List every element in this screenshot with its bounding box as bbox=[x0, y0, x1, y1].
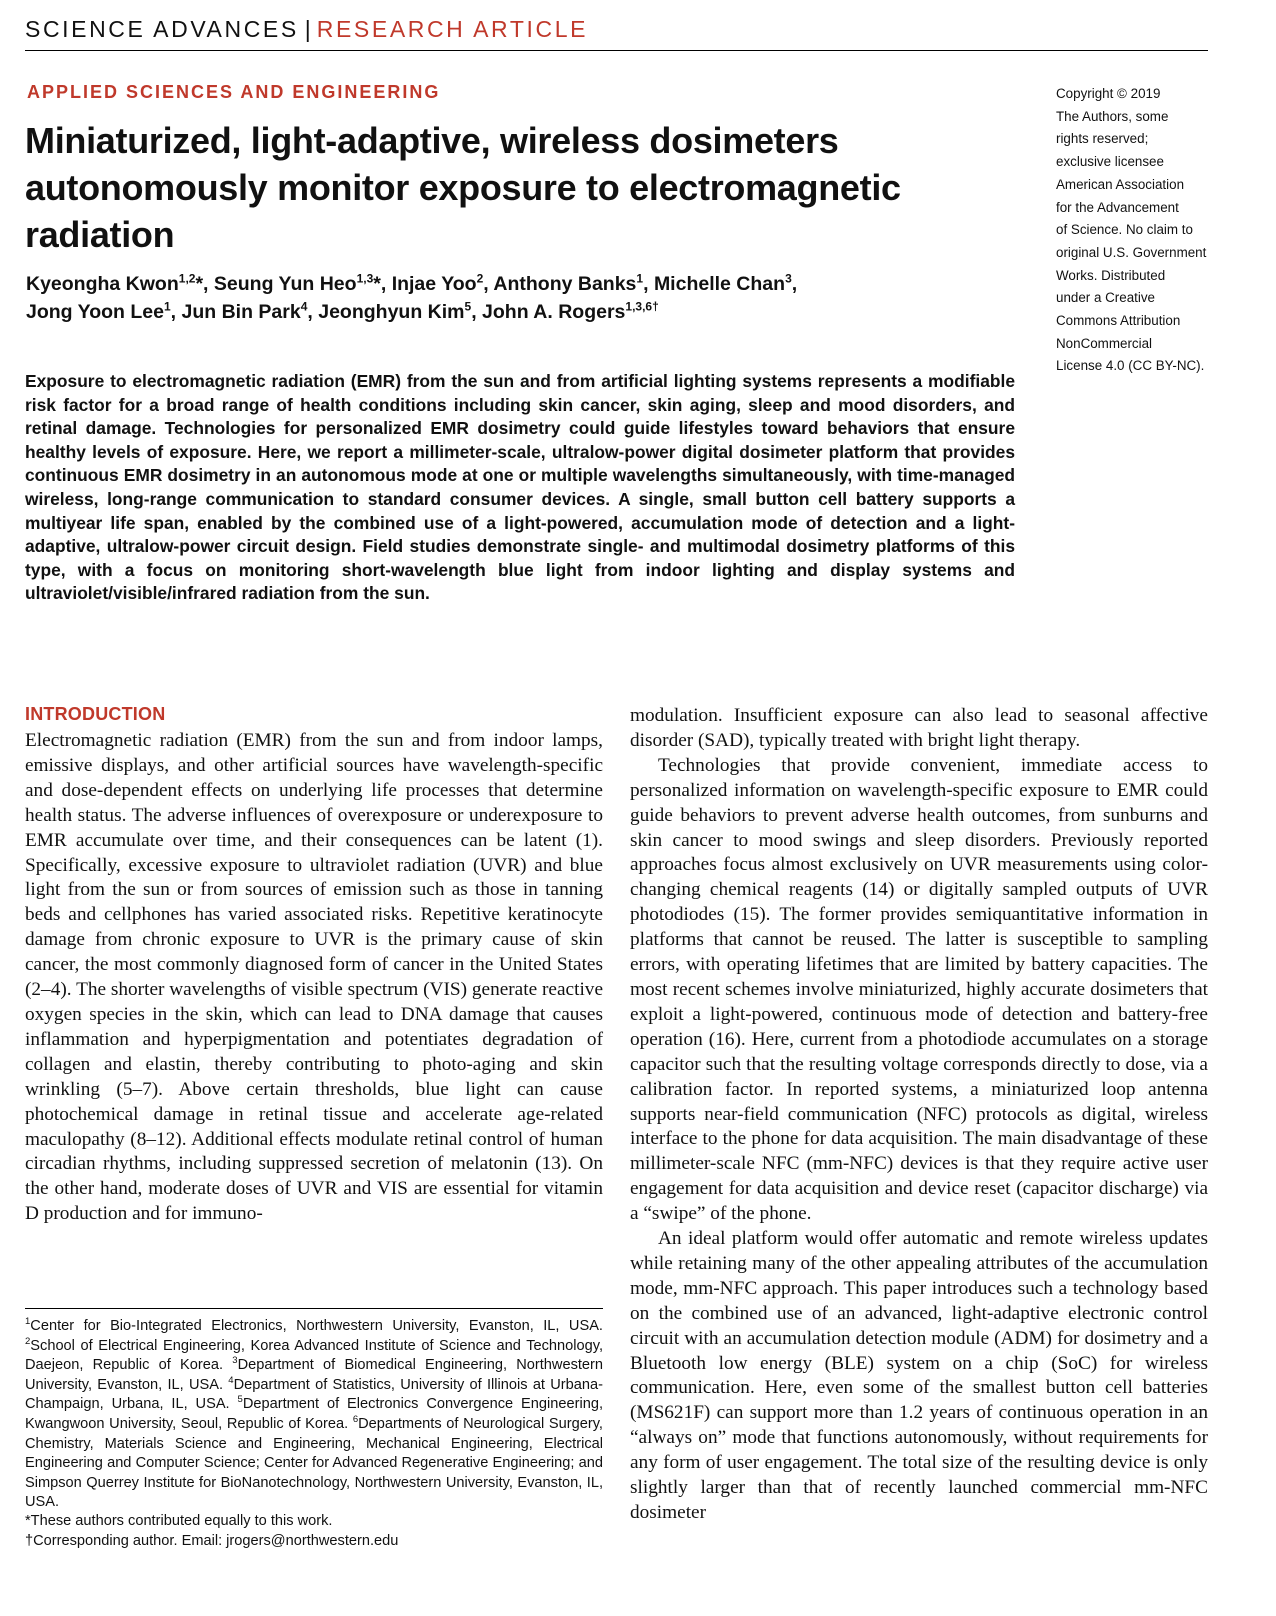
copyright-line: exclusive licensee bbox=[1056, 154, 1164, 170]
affiliations: $^1$Center for Bio-Integrated Electronics, Northwestern University, Evanston, IL, USA. $^2$School of Electrical Engineering, Korea Advanced Institute of Science and Technology, Daejeon, Republic of Korea. $^3$Department of Biomedical Engineering, Northwestern University, Evanston, IL, USA. $^4$Department of Statistics, University of Illinois at Urbana-Champaign, Urbana, IL, USA. $^5$Department of Electronics Convergence Engineering, Kwangwoon University, Seoul, Republic of Korea. $^6$Departments of Neurological Surgery, Chemistry, Materials Science and Engineering, Mechanical Engineering, Electrical Engineering and Computer Science; Center for Advanced Regenerative Engineering; and Simpson Querrey Institute for BioNanotechnology, Northwestern University, Evanston, IL, USA. bbox=[25, 1316, 604, 1511]
journal-name: SCIENCE ADVANCES bbox=[25, 16, 299, 42]
author: Anthony Banks$^1$, bbox=[493, 271, 654, 295]
corresponding-author-note: †Corresponding author. Email: jrogers@northwestern.edu bbox=[25, 1532, 399, 1549]
section-label: APPLIED SCIENCES AND ENGINEERING bbox=[27, 82, 441, 102]
body-paragraph: An ideal platform would offer automatic and remote wireless updates while retaining many of the other appealing attributes of the accumulation mode, mm-NFC approach. This paper introduces such a technology based on the combined use of an advanced, light-adaptive electronic control circuit with an accumulation detection module (ADM) for dosimetry and a Bluetooth low energy (BLE) system on a chip (SoC) for wireless communication. Here, even some of the smallest button cell batteries (MS621F) can support more than 1.2 years of continuous operation in an “always on” mode that functions autonomously, without requirements for any form of user engagement. The total size of the resulting device is only slightly larger than that of recently launched commercial mm-NFC dosimeter bbox=[630, 1228, 1208, 1523]
author: Jun Bin Park$^4$, bbox=[181, 299, 319, 323]
copyright-line: Commons Attribution bbox=[1056, 313, 1181, 329]
copyright-line: rights reserved; bbox=[1056, 131, 1149, 147]
copyright-line: under a Creative bbox=[1056, 290, 1155, 306]
article-title: Miniaturized, light-adaptive, wireless dosimeters autonomously monitor exposure to electromagnetic radiation bbox=[25, 120, 901, 255]
copyright-line: Works. Distributed bbox=[1056, 267, 1166, 283]
copyright-line: License 4.0 (CC BY-NC). bbox=[1056, 358, 1205, 374]
header-separator: | bbox=[304, 16, 311, 42]
journal-header-text bbox=[25, 16, 588, 43]
body-paragraph: modulation. Insufficient exposure can also lead to seasonal affective disorder (SAD), typically treated with bright light therapy. bbox=[630, 705, 1208, 751]
copyright-line: for the Advancement bbox=[1056, 199, 1179, 215]
footnote-divider bbox=[25, 1308, 603, 1309]
copyright-notice bbox=[1056, 83, 1216, 378]
body-column-right bbox=[630, 704, 1208, 1526]
copyright-line: Copyright © 2019 bbox=[1056, 86, 1161, 101]
abstract: Exposure to electromagnetic radiation (EMR) from the sun and from artificial lighting systems represents a modifiable risk factor for a broad range of health conditions including skin cancer, skin aging, sleep and mood disorders, and retinal damage. Technologies for personalized EMR dosimetry could guide lifestyles toward behaviors that ensure healthy levels of exposure. Here, we report a millimeter-scale, ultralow-power digital dosimeter platform that provides continuous EMR dosimetry in an autonomous mode at one or multiple wavelengths simultaneously, with time-managed wireless, long-range communication to standard consumer devices. A single, small button cell battery supports a multiyear life span, enabled by the combined use of a light-powered, accumulation mode of detection and a light-adaptive, ultralow-power circuit design. Field studies demonstrate single- and multimodal dosimetry platforms of this type, with a focus on monitoring short-wavelength blue light from indoor lighting and display systems and ultraviolet/visible/infrared radiation from the sun. bbox=[25, 371, 1015, 604]
author: Michelle Chan$^3$, bbox=[653, 271, 798, 295]
author: Jeonghyun Kim$^5$, bbox=[318, 299, 483, 323]
copyright-line: original U.S. Government bbox=[1056, 244, 1207, 260]
author: Injae Yoo$^2$, bbox=[391, 271, 494, 295]
body-column-left bbox=[25, 729, 603, 1227]
body-paragraph: Electromagnetic radiation (EMR) from the sun and from indoor lamps, emissive displays, and other artificial sources have wavelength-specific and dose-dependent effects on underlying life processes that determine health status. The adverse influences of overexposure or underexposure to EMR accumulate over time, and their consequences can be latent (1). Specifically, excessive exposure to ultraviolet radiation (UVR) and blue light from the sun or from sources of emission such as those in tanning beds and cellphones has varied associated risks. Repetitive keratinocyte damage from chronic exposure to UVR is the primary cause of skin cancer, the most commonly diagnosed form of cancer in the United States (2–4). The shorter wavelengths of visible spectrum (VIS) generate reactive oxygen species in the skin, which can lead to DNA damage that causes inflammation and hyperpigmentation and potentiates degradation of collagen and elastin, thereby contributing to photo-aging and skin wrinkling (5–7). Above certain thresholds, blue light can cause photochemical damage in retinal tissue and accelerate age-related maculopathy (8–12). Additional effects modulate retinal control of human circadian rhythms, including suppressed secretion of melatonin (13). On the other hand, moderate doses of UVR and VIS are essential for vitamin D production and for immuno- bbox=[25, 730, 603, 1225]
author: Seung Yun Heo$^{1,3}$*, bbox=[213, 271, 392, 295]
copyright-line: of Science. No claim to bbox=[1056, 222, 1193, 238]
copyright-line: The Authors, some bbox=[1056, 108, 1169, 124]
copyright-line: NonCommercial bbox=[1056, 335, 1152, 351]
author-notes bbox=[25, 1512, 603, 1551]
body-paragraph: Technologies that provide convenient, immediate access to personalized information on wavelength-specific exposure to EMR could guide behaviors to prevent adverse health outcomes, from sunburns and skin cancer to mood swings and sleep disorders. Previously reported approaches focus almost exclusively on UVR measurements using color-changing chemical reagents (14) or digitally sampled outputs of UVR photodiodes (15). The former provides semiquantitative information in platforms that cannot be reused. The latter is susceptible to sampling errors, with operating lifetimes that are limited by battery capacities. The most recent schemes involve miniaturized, highly accurate dosimeters that exploit a light-powered, continuous mode of detection and battery-free operation (16). Here, current from a photodiode accumulates on a storage capacitor such that the resulting voltage corresponds directly to dose, via a calibration factor. In reported systems, a miniaturized loop antenna supports near-field communication (NFC) protocols as digital, wireless interface to the phone for data acquisition. The main disadvantage of these millimeter-scale NFC (mm-NFC) devices is that they require active user engagement for data acquisition and device reset (capacitor discharge) via a “swipe” of the phone. bbox=[630, 754, 1208, 1225]
author-list bbox=[26, 270, 926, 326]
copyright-line: American Association bbox=[1056, 176, 1185, 192]
introduction-heading: INTRODUCTION bbox=[25, 704, 166, 724]
author: John A. Rogers$^{1,3,6\dagger}$ bbox=[482, 299, 659, 323]
equal-contribution-note: *These authors contributed equally to this work. bbox=[25, 1513, 333, 1529]
journal-header bbox=[25, 14, 1208, 51]
article-type: RESEARCH ARTICLE bbox=[316, 16, 589, 42]
author: Kyeongha Kwon$^{1,2}$*, bbox=[26, 271, 214, 295]
author: Jong Yoon Lee$^1$, bbox=[26, 299, 182, 323]
